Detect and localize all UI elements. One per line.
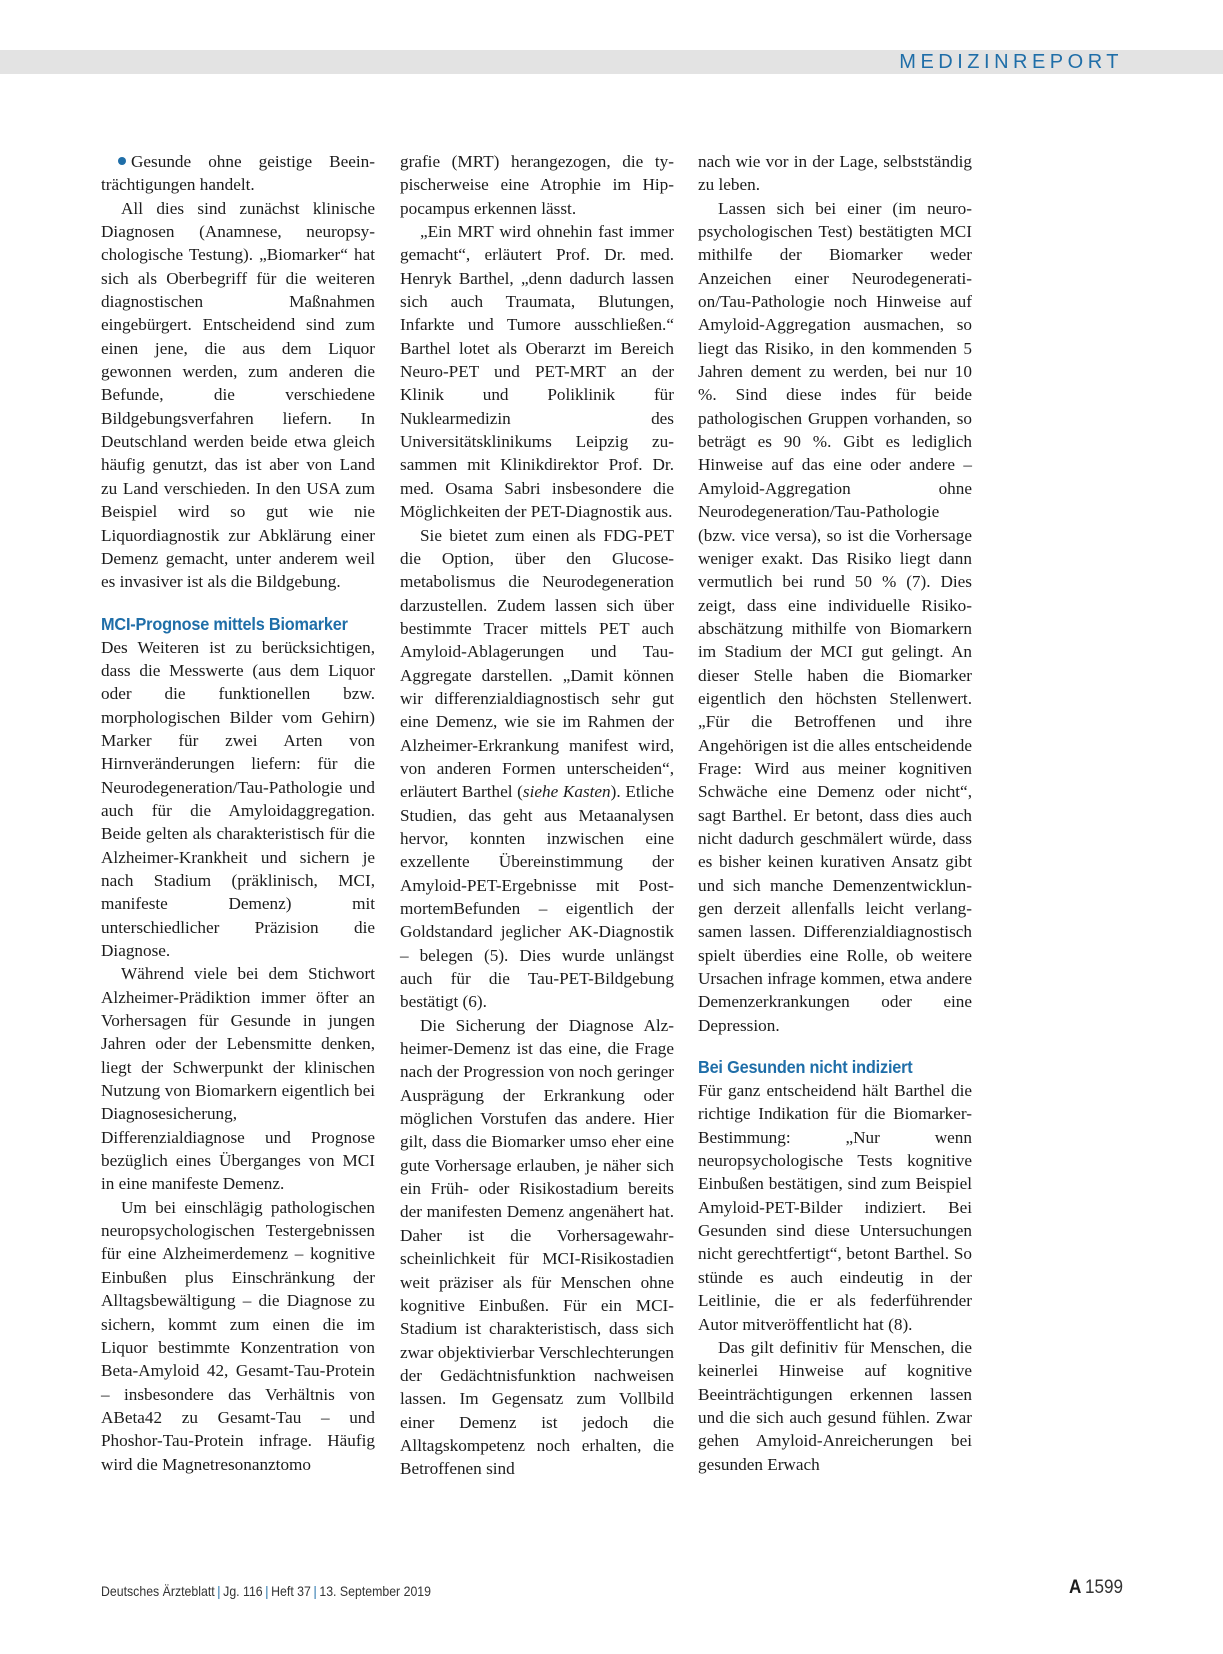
paragraph-text: ). Etliche Studien, das geht aus Metaanalysen hervor, konnten inzwischen eine exzellente Übereinstimmung der Amyloid-PET-Ergebnisse mit PostmortemBefunden – eigentlich der Goldstandard jeglicher AK-Diagnostik – belegen (5). Dies wurde unlängst auch für die Tau-PET-Bildgebung bestätigt (6). xyxy=(400,782,675,1012)
journal-volume: Jg. 116 xyxy=(223,1583,263,1599)
separator: | xyxy=(313,1583,317,1599)
paragraph xyxy=(101,150,375,197)
text-column-2 xyxy=(400,150,674,1481)
page-number-value: 1599 xyxy=(1084,1577,1123,1598)
journal-date: 13. September 2019 xyxy=(319,1583,431,1599)
paragraph: Die Sicherung der Diagnose Alzheimer-Demenz ist das eine, die Frage nach der Progression von noch geringer Ausprägung der Erkrankung oder möglichen Vorstufen das andere. Hier gilt, dass die Biomarker umso eher eine gute Vorhersage erlauben, je näher sich ein Früh- oder Risikostadium bereits der manifesten Demenz angenähert hat. Daher ist die Vorhersagewahrscheinlichkeit für MCI-Risikostadien weit präziser als für Menschen ohne kognitive Einbußen. Für ein MCI-Stadium ist charakteristisch, dass sich zwar objektivierbar Verschlechterungen der Gedächtnisfunktion nachweisen lassen. Im Gegensatz zum Vollbild einer Demenz ist jedoch die Alltagskompetenz noch erhalten, die Betroffenen sind xyxy=(400,1015,674,1479)
paragraph: grafie (MRT) herangezogen, die typischerweise eine Atrophie im Hippocampus erkennen lässt. xyxy=(400,152,674,218)
paragraph: nach wie vor in der Lage, selbstständig zu leben. xyxy=(698,152,972,195)
paragraph: All dies sind zunächst klinische Diagnosen (Anamnese, neuropsychologische Testung). „Biomarker“ hat sich als Oberbegriff für die weiteren diagnostischen Maßnahmen eingebürgert. Entscheidend sind zum einen jene, die aus dem Liquor gewonnen werden, zum anderen die Befunde, die verschiedene Bildgebungsverfahren liefern. In Deutschland werden beide etwa gleich häufig genutzt, das ist aber von Land zu Land verschieden. In den USA zum Beispiel wird so gut wie nie Liquordiagnostik zur Abklärung einer Demenz gemacht, unter anderem weil es invasiver ist als die Bildgebung. xyxy=(101,198,375,592)
paragraph: Das gilt definitiv für Menschen, die keinerlei Hinweise auf kognitive Beeinträchtigungen erkennen lassen und die sich auch gesund fühlen. Zwar gehen Amyloid-Anreicherungen bei gesunden Erwach xyxy=(698,1337,972,1474)
separator: | xyxy=(217,1583,221,1599)
cross-reference: siehe Kasten xyxy=(522,782,611,802)
separator: | xyxy=(265,1583,269,1599)
bullet-icon xyxy=(118,157,126,165)
paragraph: Während viele bei dem Stichwort Alzheimer-Prädiktion immer öfter an Vorhersagen für Gesunde in jungen Jahren oder der Lebensmitte denken, liegt der Schwerpunkt der klinischen Nutzung von Biomarkern eigentlich bei Diagnosesicherung, Differenzialdiagnose und Prognose bezüglich eines Überganges von MCI in eine manifeste Demenz. xyxy=(101,964,375,1194)
paragraph-text: Gesunde ohne geistige Beeinträchtigungen handelt. xyxy=(101,152,375,195)
section-label: MEDIZINREPORT xyxy=(899,51,1123,73)
journal-name: Deutsches Ärzteblatt xyxy=(101,1583,215,1599)
paragraph-text: Sie bietet zum einen als FDG-PET die Option, über den Glucosemetabolismus die Neurodegeneration darzustellen. Zudem lassen sich über bestimmte Tracer mittels PET auch Amyloid-Ablagerungen und Tau-Aggregate darstellen. „Damit können wir differenzialdiagnostisch sehr gut eine Demenz, wie sie im Rahmen der Alzheimer-Erkrankung manifest wird, von anderen Formen unterscheiden“, erläutert Barthel ( xyxy=(400,525,674,802)
paragraph: Des Weiteren ist zu berücksichtigen, dass die Messwerte (aus dem Liquor oder die funktionellen bzw. morphologischen Bilder vom Gehirn) Marker für zwei Arten von Hirnveränderungen liefern: für die Neurodegeneration/Tau-Pathologie und auch für die Amyloidaggregation. Beide gelten als charakteristisch für die Alzheimer-Krankheit und sichern je nach Stadium (präklinisch, MCI, manifeste Demenz) mit unterschiedlicher Präzision die Diagnose. xyxy=(101,637,375,960)
journal-issue: Heft 37 xyxy=(271,1583,311,1599)
paragraph xyxy=(400,524,674,1014)
subheading: MCI-Prognose mittels Biomarker xyxy=(101,613,348,634)
page-number xyxy=(1069,1577,1123,1599)
footer-citation xyxy=(101,1583,431,1599)
page-prefix: A xyxy=(1068,1577,1082,1598)
paragraph: Lassen sich bei einer (im neuropsychologischen Test) bestätigten MCI mithilfe der Biomarker weder Anzeichen einer Neurodegeneration/Tau-Pathologie noch Hinweise auf Amyloid-Aggregation ausmachen, so liegt das Risiko, in den kommenden 5 Jahren dement zu werden, bei nur 10 %. Sind diese indes für beide pathologischen Gruppen vorhanden, so beträgt es 90 %. Gibt es lediglich Hinweise auf das eine oder andere – Amyloid-Aggregation ohne Neurodegeneration/Tau-Pathologie (bzw. vice versa), so ist die Vorhersage weniger exakt. Das Risiko liegt dann vermutlich bei rund 50 % (7). Dies zeigt, dass eine individuelle Risikoabschätzung mithilfe von Biomarkern im Stadium der MCI gut gelingt. An dieser Stelle haben die Biomarker eigentlich den höchsten Stellenwert. „Für die Betroffenen und ihre Angehörigen ist die alles entscheidende Frage: Wird aus meiner kognitiven Schwäche eine Demenz oder nicht“, sagt Barthel. Er betont, dass dies auch nicht dadurch geschmälert würde, dass es bisher keinen kurativen Ansatz gibt und sich manche Demenzentwicklungen derzeit allenfalls leicht verlangsamen lassen. Differenzialdiagnostisch spielt überdies eine Rolle, ob weitere Ursachen infrage kommen, etwa andere Demenzerkrankungen oder eine Depression. xyxy=(698,198,972,1035)
paragraph: Für ganz entscheidend hält Barthel die richtige Indikation für die Biomarker-Bestimmung: „Nur wenn neuropsychologische Tests kognitive Einbußen bestätigen, sind zum Beispiel Amyloid-PET-Bilder indiziert. Bei Gesunden sind diese Untersuchungen nicht gerechtfertigt“, betont Barthel. So stünde es auch eindeutig in der Leitlinie, die er als federführender Autor mitveröffentlicht hat (8). xyxy=(698,1081,972,1334)
paragraph: Um bei einschlägig pathologischen neuropsychologischen Testergebnissen für eine Alzheimerdemenz – kognitive Einbußen plus Einschränkung der Alltagsbewältigung – die Diagnose zu sichern, kommt zum einen die im Liquor bestimmte Konzentration von Beta-Amyloid 42, Gesamt-Tau-Protein – insbesondere das Verhältnis von ABeta42 zu Gesamt-Tau – und Phoshor-Tau-Protein infrage. Häufig wird die Magnetresonanztomo xyxy=(101,1197,375,1474)
subheading: Bei Gesunden nicht indiziert xyxy=(698,1057,913,1078)
text-column-3 xyxy=(698,150,972,1476)
paragraph: „Ein MRT wird ohnehin fast immer gemacht“, erläutert Prof. Dr. med. Henryk Barthel, „denn dadurch lassen sich auch Traumata, Blutungen, Infarkte und Tumore ausschließen.“ Barthel lotet als Oberarzt im Bereich Neuro-PET und PET-MRT an der Klinik und Poliklinik für Nuklearmedizin des Universitätsklinikums Leipzig zusammen mit Klinikdirektor Prof. Dr. med. Osama Sabri insbesondere die Möglichkeiten der PET-Diagnostik aus. xyxy=(400,222,674,522)
text-column-1 xyxy=(101,150,375,1476)
